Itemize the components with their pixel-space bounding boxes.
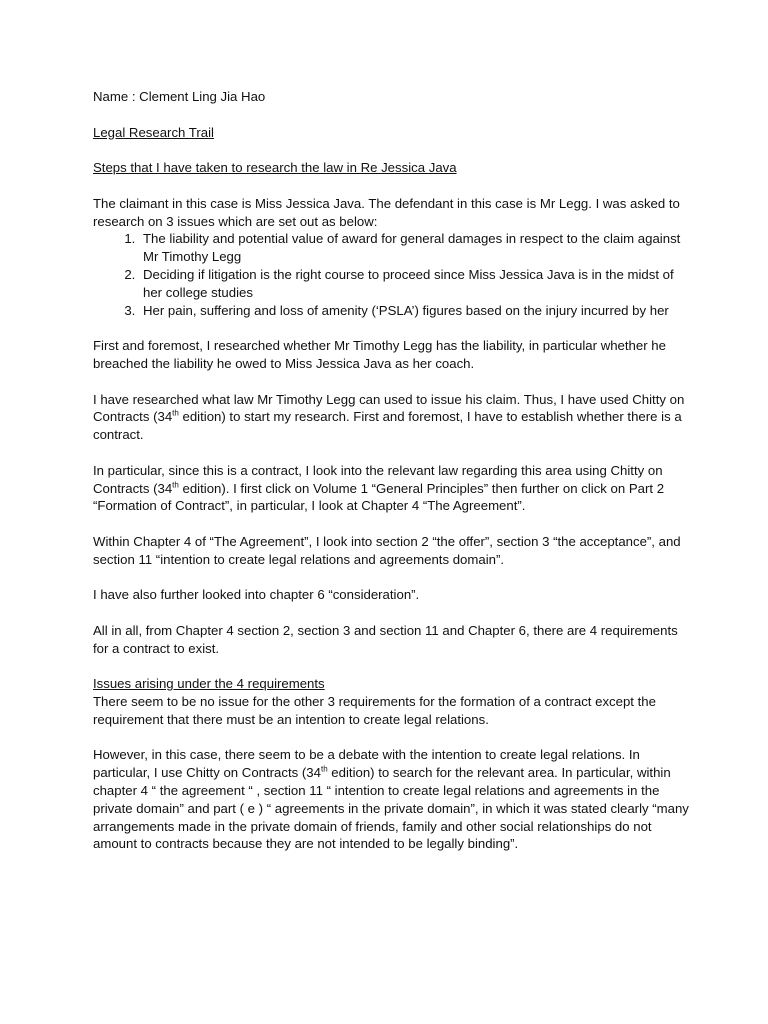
issues-paragraph: There seem to be no issue for the other 3 requirements for the formation of a contract except the requirement that there must be an intention to create legal relations.	[93, 694, 656, 727]
issue-item: 3. Her pain, suffering and loss of amenity (‘PSLA’) figures based on the injury incurred by her	[139, 302, 693, 320]
issues-list	[93, 230, 693, 319]
text-segment: However, in this case, there seem to be a debate with the intention to create legal relations. In particular, I use Chitty on Contracts (34	[93, 747, 640, 781]
author-name: Name : Clement Ling Jia Hao	[93, 89, 266, 104]
requirements-paragraph: All in all, from Chapter 4 section 2, section 3 and section 11 and Chapter 6, there are 4 requirements for a contract to exist.	[93, 622, 678, 656]
text-segment: edition) to start my research. First and foremost, I have to establish whether there is a contract.	[93, 409, 682, 443]
superscript: th	[172, 408, 179, 418]
text-segment: I have researched what law Mr Timothy Legg can used to issue his claim. Thus, I have used Chitty on Contracts (34	[93, 391, 685, 425]
text-segment: edition). I first click on Volume 1 “General Principles” then further on click on Part 2 “Formation of Contract”, in particular, I look at Chapter 4 “The Agreement”.	[93, 480, 665, 514]
document-page	[93, 88, 693, 871]
contract-paragraph	[93, 462, 693, 515]
section-heading: Issues arising under the 4 requirements	[93, 676, 325, 692]
document-subheading: Steps that I have taken to research the law in Re Jessica Java	[93, 160, 457, 176]
consideration-paragraph: I have also further looked into chapter 6 “consideration”.	[93, 587, 420, 603]
text-segment: In particular, since this is a contract, I look into the relevant law regarding this area using Chitty on Contracts (34	[93, 462, 663, 496]
intention-paragraph	[93, 746, 693, 853]
superscript: th	[172, 480, 179, 490]
issue-item: 1. The liability and potential value of award for general damages in respect to the claim against Mr Timothy Legg	[139, 230, 693, 266]
text-segment: edition) to search for the relevant area. In particular, within chapter 4 “ the agreement “ , section 11 “ intention to create legal relations and agreements in the private domain” and part ( e ) “ agreements in the private domain”, in which it was stated clearly “many arrangements made in the private domain of friends, family and other social relationships do not amount to contracts because they are not intended to be legally binding”.	[93, 765, 689, 852]
intro-paragraph: The claimant in this case is Miss Jessica Java. The defendant in this case is Mr Legg. I was asked to research on 3 issues which are set out as below:	[93, 195, 680, 229]
law-research-paragraph	[93, 391, 693, 444]
issue-item: 2. Deciding if litigation is the right course to proceed since Miss Jessica Java is in the midst of her college studies	[139, 266, 693, 302]
document-heading: Legal Research Trail	[93, 124, 214, 140]
chapter-four-paragraph: Within Chapter 4 of “The Agreement”, I look into section 2 “the offer”, section 3 “the acceptance”, and section 11 “intention to create legal relations and agreements domain”.	[93, 533, 681, 567]
liability-paragraph: First and foremost, I researched whether Mr Timothy Legg has the liability, in particular whether he breached the liability he owed to Miss Jessica Java as her coach.	[93, 338, 666, 371]
superscript: th	[320, 764, 328, 774]
